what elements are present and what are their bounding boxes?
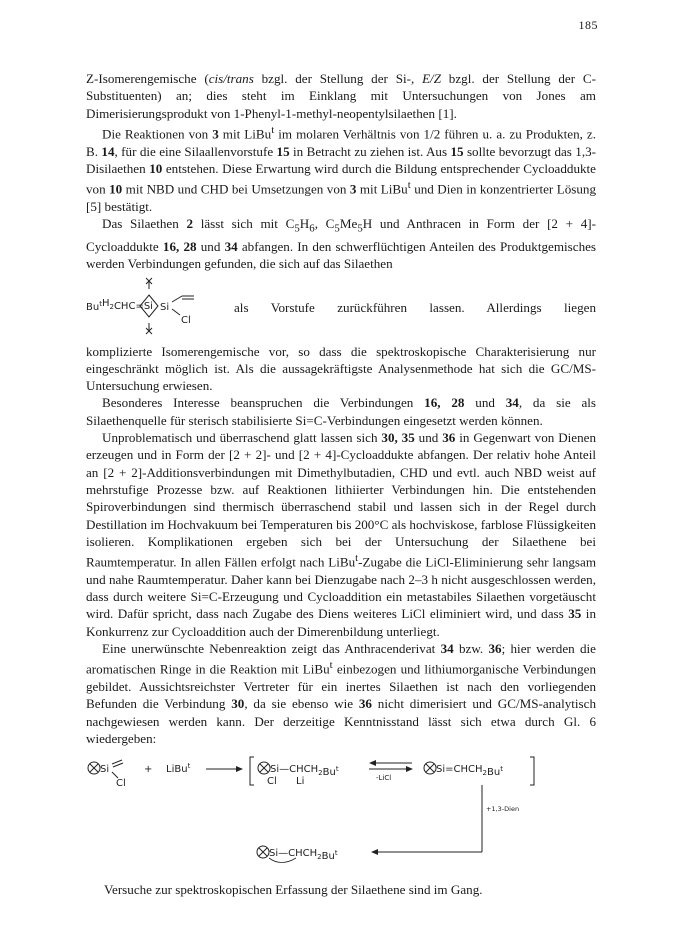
start-si-label: Si (100, 764, 110, 775)
paragraph: Das Silaethen 2 lässt sich mit $C_5H_6$, $C_5Me_5H$ und Anthracen in Form der [2 + 4]-Cycloaddukte 16, 28 und 34 abfangen. In den schwerflüchtigen Anteilen des Produktgemisches werden Verbindungen gefunden, die sich auf das Silaethen (86, 216, 597, 272)
plus-sign: + (144, 764, 153, 775)
inline-structure-figure (86, 275, 596, 341)
structure-cl-label: Cl (181, 314, 191, 326)
paragraph: Z-Isomerengemische (cis/trans bzgl. der Stellung der Si-, E/Z bzgl. der Stellung der C-Substituenten) an; dies steht im Einklang mit Untersuchungen von Jones am Dimerisierungsprodukt von 1-Phenyl-1-methyl-neopentylsilaethen [1]. (86, 71, 596, 121)
paragraph: Besonderes Interesse beanspruchen die Verbindungen 16, 28 und 34, da sie als Silaethenquelle für sterisch stabilisierte Si=C-Verbindungen eingesetzt werden können. (86, 395, 596, 428)
silaethene-structure-drawing (86, 275, 236, 341)
paragraph: Die Reaktionen von 3 mit LiBu$^t$ im molaren Verhältnis von 1/2 führen u. a. zu Produkten, z. B. 14, für die eine Silaallenvorstufe 15 in Betracht zu ziehen ist. Aus 15 sollte bevorzugt das 1,3-Disilaethen 10 entstehen. Diese Erwartung wird durch die Bildung entsprechender Cycloaddukte von 10 mit NBD und CHD bei Umsetzungen von 3 mit LiBu$^t$ und Dien in konzentrierter Lösung [5] bestätigt. (86, 123, 597, 214)
product-formula: $Si=CHCH_2Bu^t$ (436, 764, 503, 778)
start-cl-label: Cl (116, 778, 126, 789)
intermediate-cl: Cl (267, 776, 277, 787)
caption: Versuche zur spektroskopischen Erfassung der Silaethene sind im Gang. (104, 882, 483, 897)
reagent-label: LiBu$^t$ (166, 762, 191, 775)
elimination-label: -LiCl (376, 774, 392, 782)
start-material (88, 760, 126, 789)
paragraph: komplizierte Isomerengemische vor, so dass die spektroskopische Charakterisierung nur eingeschränkt möglich ist. Als die aussagekräftigste Analysenmethode hat sich die GC/MS-Untersuchung erwiesen. (86, 343, 596, 394)
structure-continuation-text: als Vorstufe zurückführen lassen. Allerdings liegen (234, 299, 596, 315)
diene-label: +1,3-Dien (486, 805, 520, 813)
silaethene-product (424, 762, 503, 778)
intermediate-formula: $Si—CHCH_2Bu^t$ (270, 764, 339, 778)
intermediate (258, 762, 339, 787)
page-number: 185 (578, 18, 598, 32)
adduct-formula: $Si—CHCH_2Bu^t$ (269, 848, 338, 862)
paragraph: Unproblematisch und überraschend glatt lassen sich 30, 35 und 36 in Gegenwart von Dienen erzeugen und in Form der [2 + 2]- und [2 + 4]-Cycloaddukte abfangen. Der relativ hohe Anteil an [2 + 2]-Additionsverbindungen mit Dimethylbutadien, CHD und evtl. auch NBD weist auf mehrstufige Prozesse bzw. auf Reaktionen lithiierter Verbindungen hin. Die entstehenden Spiroverbindungen sind thermisch überraschend stabil und lassen sich in der Regel durch Destillation im Hochvakuum bei Temperaturen bis 200°C als hochviskose, farblose Flüssigkeiten isolieren. Komplikationen ergeben sich bei der Untersuchung der Silaethene bei Raumtemperatur. In allen Fällen erfolgt nach LiBu$^t$-Zugabe die LiCl-Eliminierung sehr langsam und nahe Raumtemperatur. Daher kann bei Dienzugabe nach 2–3 h nicht ausgeschlossen werden, dass durch weitere Si=C-Erzeugung und Cycloaddition ein metastabiles Silaethen vorgetäuscht wird. Dafür spricht, dass nach Zugabe des Diens weiteres LiCl eliminiert wird, und dass 35 in Konkurrenz zur Cycloaddition auch der Dimerenbildung unterliegt. (86, 430, 597, 639)
paragraph: Eine unerwünschte Nebenreaktion zeigt das Anthracenderivat 34 bzw. 36; hier werden die aromatischen Ringe in die Reaktion mit LiBu$^t$ einbezogen und lithiumorganische Verbindungen gebildet. Aussichtsreichster Vertreter für ein inertes Silaethen ist nach den vorliegenden Befunden die Verbindung 30, da sie ebenso wie 36 nicht dimerisiert und GC/MS-analytisch nachgewiesen werden kann. Der derzeitige Kenntnisstand lässt sich etwa durch Gl. 6 wiedergeben: (86, 641, 596, 746)
reaction-scheme (86, 755, 606, 875)
structure-formula: $Bu^tH_2CHC=Si$ (86, 297, 153, 313)
intermediate-li: Li (296, 776, 305, 787)
body-text (86, 70, 596, 747)
cycloadduct (257, 846, 338, 863)
structure-si-label: Si (160, 301, 170, 313)
